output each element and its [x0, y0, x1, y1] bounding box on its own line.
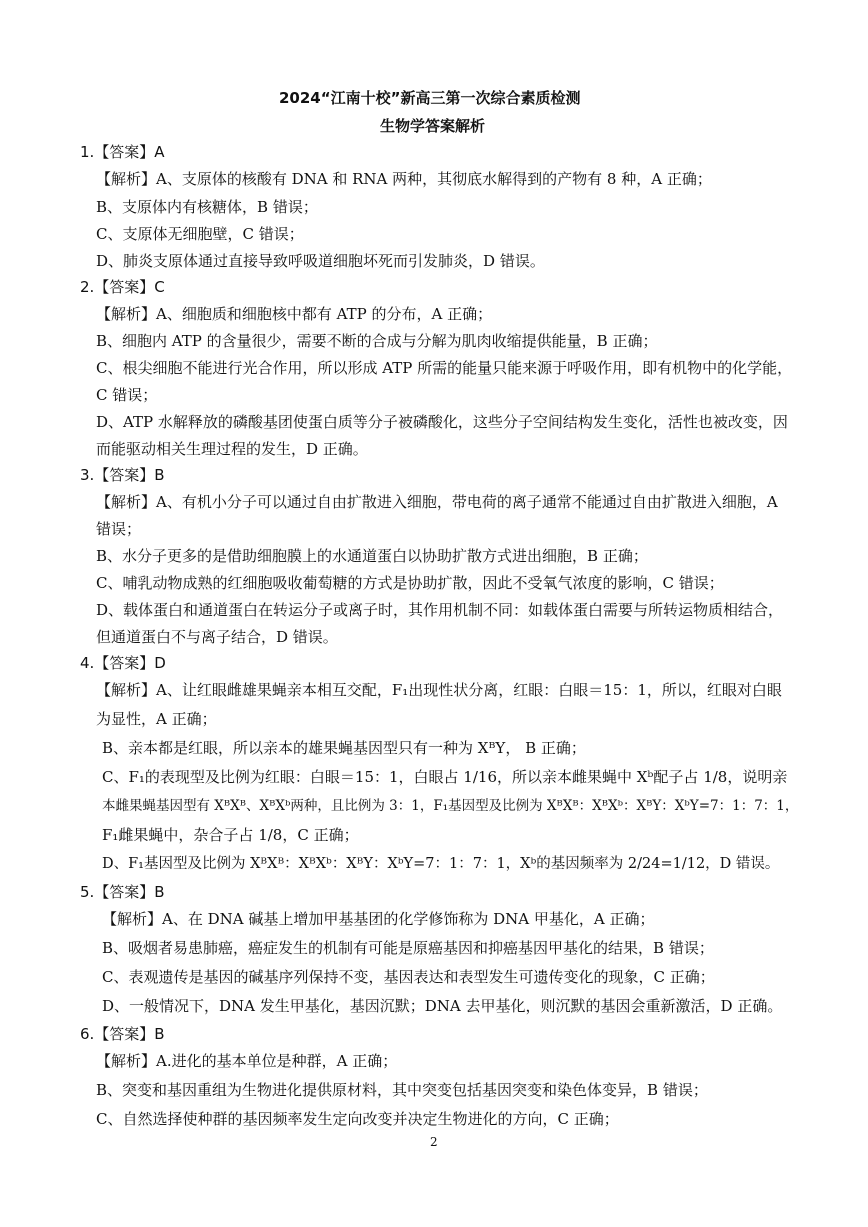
explanation-line: B、亲本都是红眼，所以亲本的雄果蝇基因型只有一种为 XᴮY， B 正确； — [102, 739, 586, 757]
explanation-line: 【解析】A、在 DNA 碱基上增加甲基基团的化学修饰称为 DNA 甲基化，A 正确； — [102, 910, 655, 928]
page-title: 2024“江南十校”新高三第一次综合素质检测 — [279, 89, 581, 107]
page-subtitle: 生物学答案解析 — [380, 117, 486, 135]
answer-header-6: 6.【答案】B — [80, 1025, 165, 1043]
explanation-line: B、吸烟者易患肺癌，癌症发生的机制有可能是原癌基因和抑癌基因甲基化的结果，B 错误； — [102, 939, 714, 957]
explanation-line: 本雌果蝇基因型有 XᴮXᴮ、XᴮXᵇ两种，且比例为 3：1，F₁基因型及比例为 XᴮXᴮ：XᴮXᵇ：XᴮY：XᵇY=7：1：7：1， — [102, 798, 799, 814]
explanation-line: 但通道蛋白不与离子结合，D 错误。 — [96, 628, 338, 646]
answer-header-5: 5.【答案】B — [80, 883, 165, 901]
explanation-line: 【解析】A、有机小分子可以通过自由扩散进入细胞，带电荷的离子通常不能通过自由扩散进入细胞，A — [96, 493, 778, 511]
explanation-line: D、一般情况下，DNA 发生甲基化，基因沉默；DNA 去甲基化，则沉默的基因会重新激活，D 正确。 — [102, 997, 783, 1015]
explanation-line: D、肺炎支原体通过直接导致呼吸道细胞坏死而引发肺炎，D 错误。 — [96, 252, 545, 270]
explanation-line: B、突变和基因重组为生物进化提供原材料，其中突变包括基因突变和染色体变异，B 错误； — [96, 1081, 708, 1099]
explanation-line: C、支原体无细胞壁，C 错误； — [96, 225, 304, 243]
explanation-line: 错误； — [96, 520, 142, 538]
explanation-line: 为显性，A 正确； — [96, 710, 217, 728]
answer-header-1: 1.【答案】A — [80, 143, 165, 161]
explanation-line: 【解析】A、支原体的核酸有 DNA 和 RNA 两种，其彻底水解得到的产物有 8 种，A 正确； — [96, 170, 712, 188]
explanation-line: C、F₁的表现型及比例为红眼：白眼＝15：1，白眼占 1/16，所以亲本雌果蝇中 Xᵇ配子占 1/8，说明亲 — [102, 768, 788, 786]
answer-header-2: 2.【答案】C — [80, 278, 165, 296]
answer-header-4: 4.【答案】D — [80, 654, 166, 672]
page-number: 2 — [430, 1135, 438, 1149]
explanation-line: C、自然选择使种群的基因频率发生定向改变并决定生物进化的方向，C 正确； — [96, 1110, 619, 1128]
explanation-line: D、ATP 水解释放的磷酸基团使蛋白质等分子被磷酸化，这些分子空间结构发生变化，活性也被改变，因 — [96, 413, 788, 431]
explanation-line: D、载体蛋白和通道蛋白在转运分子或离子时，其作用机制不同：如载体蛋白需要与所转运物质相结合， — [96, 601, 784, 619]
explanation-line: C、根尖细胞不能进行光合作用，所以形成 ATP 所需的能量只能来源于呼吸作用，即有机物中的化学能， — [96, 359, 793, 377]
answer-header-3: 3.【答案】B — [80, 466, 165, 484]
explanation-line: C、表观遗传是基因的碱基序列保持不变，基因表达和表型发生可遗传变化的现象，C 正确； — [102, 968, 715, 986]
explanation-line: B、细胞内 ATP 的含量很少，需要不断的合成与分解为肌肉收缩提供能量，B 正确； — [96, 332, 658, 350]
explanation-line: F₁雌果蝇中，杂合子占 1/8，C 正确； — [102, 826, 359, 844]
explanation-line: D、F₁基因型及比例为 XᴮXᴮ：XᴮXᵇ：XᴮY：XᵇY=7：1：7：1，Xᵇ的基因频率为 2/24=1/12，D 错误。 — [102, 856, 780, 872]
explanation-line: B、水分子更多的是借助细胞膜上的水通道蛋白以协助扩散方式进出细胞，B 正确； — [96, 547, 648, 565]
explanation-line: 【解析】A、让红眼雌雄果蝇亲本相互交配，F₁出现性状分离，红眼：白眼＝15：1，所以，红眼对白眼 — [96, 681, 782, 699]
explanation-line: B、支原体内有核糖体，B 错误； — [96, 198, 318, 216]
explanation-line: 【解析】A、细胞质和细胞核中都有 ATP 的分布，A 正确； — [96, 305, 493, 323]
explanation-line: 【解析】A.进化的基本单位是种群，A 正确； — [96, 1052, 398, 1070]
explanation-line: C、哺乳动物成熟的红细胞吸收葡萄糖的方式是协助扩散，因此不受氧气浓度的影响，C 错误； — [96, 574, 724, 592]
explanation-line: C 错误； — [96, 386, 158, 404]
explanation-line: 而能驱动相关生理过程的发生，D 正确。 — [96, 440, 368, 458]
